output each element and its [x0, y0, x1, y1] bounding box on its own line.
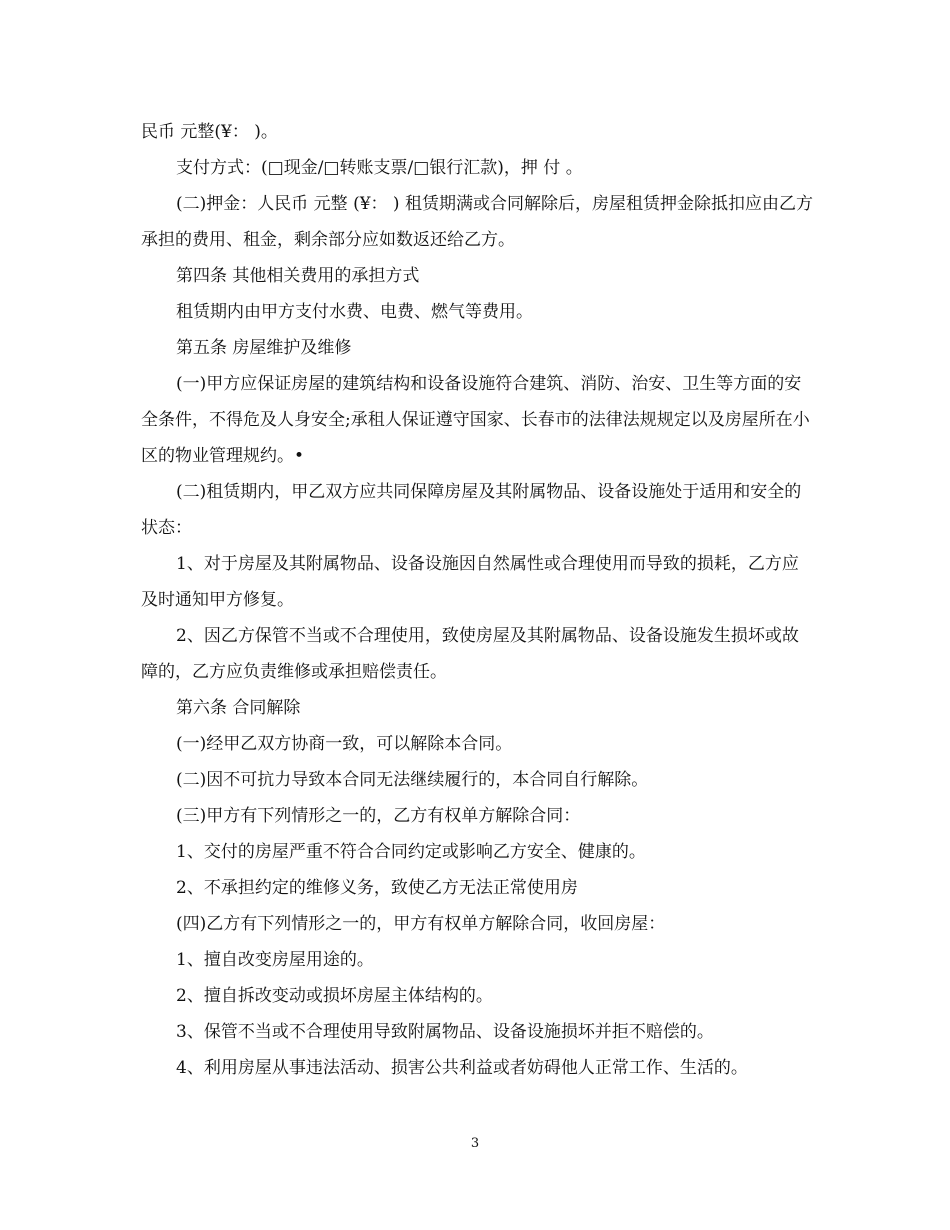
- paragraph: (四)乙方有下列情形之一的，甲方有权单方解除合同，收回房屋：: [176, 914, 666, 934]
- paragraph: (二)押金：人民币 元整 (¥： ) 租赁期满或合同解除后，房屋租赁押金除抵扣应由乙方承担的费用、租金，剩余部分应如数返还给乙方。: [141, 194, 813, 250]
- list-item: 1、交付的房屋严重不符合合同约定或影响乙方安全、健康的。: [176, 842, 646, 862]
- paragraph: (一)经甲乙双方协商一致，可以解除本合同。: [176, 734, 513, 754]
- paragraph: 民币 元整(¥： )。: [141, 122, 278, 142]
- paragraph: (三)甲方有下列情形之一的，乙方有权单方解除合同：: [176, 806, 581, 826]
- paragraph: (二)因不可抗力导致本合同无法继续履行的，本合同自行解除。: [176, 770, 649, 790]
- section-heading: 第五条 房屋维护及维修: [176, 338, 352, 358]
- document-body: [141, 114, 813, 1086]
- list-item: 3、保管不当或不合理使用导致附属物品、设备设施损坏并拒不赔偿的。: [176, 1022, 714, 1042]
- paragraph: 支付方式：(□现金/□转账支票/□银行汇款)，押 付 。: [176, 158, 583, 178]
- list-item: 2、因乙方保管不当或不合理使用，致使房屋及其附属物品、设备设施发生损坏或故障的，乙方应负责维修或承担赔偿责任。: [141, 626, 799, 682]
- paragraph: (二)租赁期内，甲乙双方应共同保障房屋及其附属物品、设备设施处于适用和安全的状态：: [141, 482, 802, 538]
- section-heading: 第四条 其他相关费用的承担方式: [176, 266, 420, 286]
- list-item: 2、擅自拆改变动或损坏房屋主体结构的。: [176, 986, 493, 1006]
- paragraph: (一)甲方应保证房屋的建筑结构和设备设施符合建筑、消防、治安、卫生等方面的安全条件，不得危及人身安全;承租人保证遵守国家、长春市的法律法规规定以及房屋所在小区的物业管理规约。•: [141, 374, 810, 466]
- list-item: 2、不承担约定的维修义务，致使乙方无法正常使用房: [176, 878, 578, 898]
- list-item: 4、利用房屋从事违法活动、损害公共利益或者妨碍他人正常工作、生活的。: [176, 1058, 748, 1078]
- paragraph: 租赁期内由甲方支付水费、电费、燃气等费用。: [176, 302, 533, 322]
- page-number: 3: [470, 1136, 480, 1151]
- list-item: 1、擅自改变房屋用途的。: [176, 950, 374, 970]
- list-item: 1、对于房屋及其附属物品、设备设施因自然属性或合理使用而导致的损耗，乙方应及时通知甲方修复。: [141, 554, 799, 610]
- section-heading: 第六条 合同解除: [176, 698, 301, 718]
